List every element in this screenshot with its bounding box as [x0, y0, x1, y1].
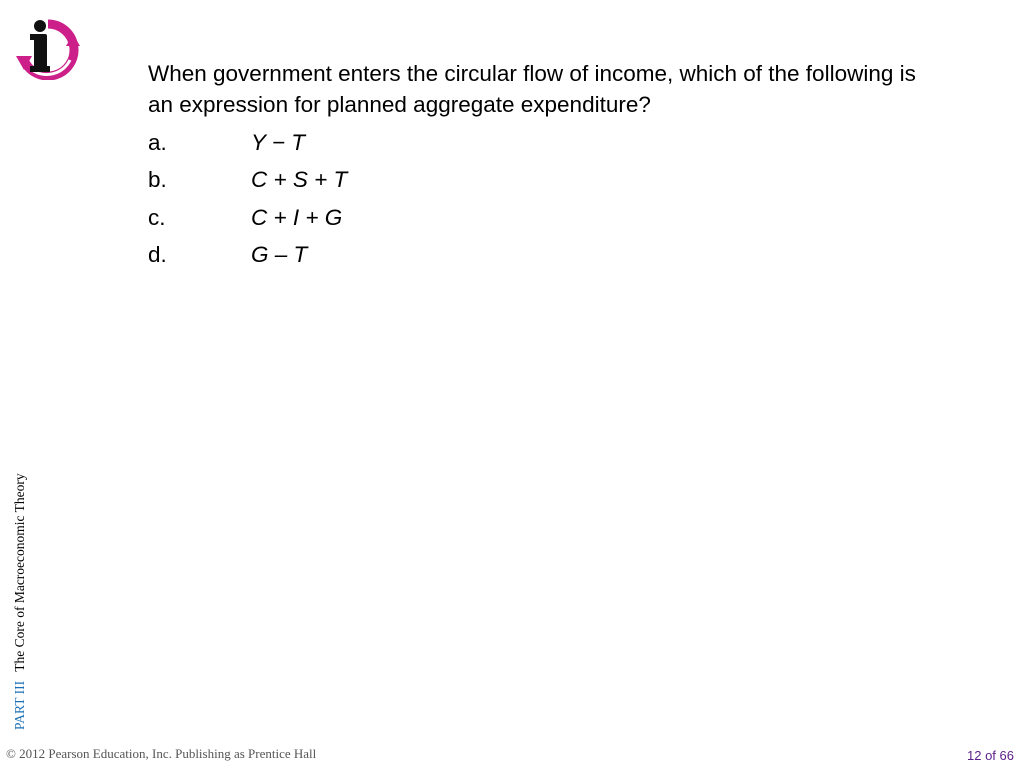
- option-letter: a.: [148, 129, 167, 155]
- option-letter: c.: [148, 204, 166, 230]
- option-c: [148, 199, 748, 237]
- option-d: [148, 237, 748, 275]
- question-text: When government enters the circular flow of income, which of the following is an expression for planned aggregate expenditure?: [148, 61, 916, 117]
- copyright-notice: © 2012 Pearson Education, Inc. Publishing as Prentice Hall: [6, 746, 317, 761]
- option-text: G – T: [251, 242, 308, 268]
- option-text: C + S + T: [251, 167, 348, 193]
- option-text: Y − T: [251, 129, 305, 155]
- answer-options: [148, 124, 748, 274]
- page-number: 12 of 66: [967, 748, 1014, 763]
- part-number: PART III: [12, 680, 27, 730]
- part-title: The Core of Macroeconomic Theory: [12, 473, 27, 672]
- part-sidebar-label: [12, 473, 28, 730]
- option-text: C + I + G: [251, 204, 343, 230]
- option-letter: b.: [148, 167, 167, 193]
- option-letter: d.: [148, 242, 167, 268]
- option-b: [148, 162, 748, 200]
- info-person-cycle-icon: [10, 16, 86, 80]
- option-a: [148, 124, 748, 162]
